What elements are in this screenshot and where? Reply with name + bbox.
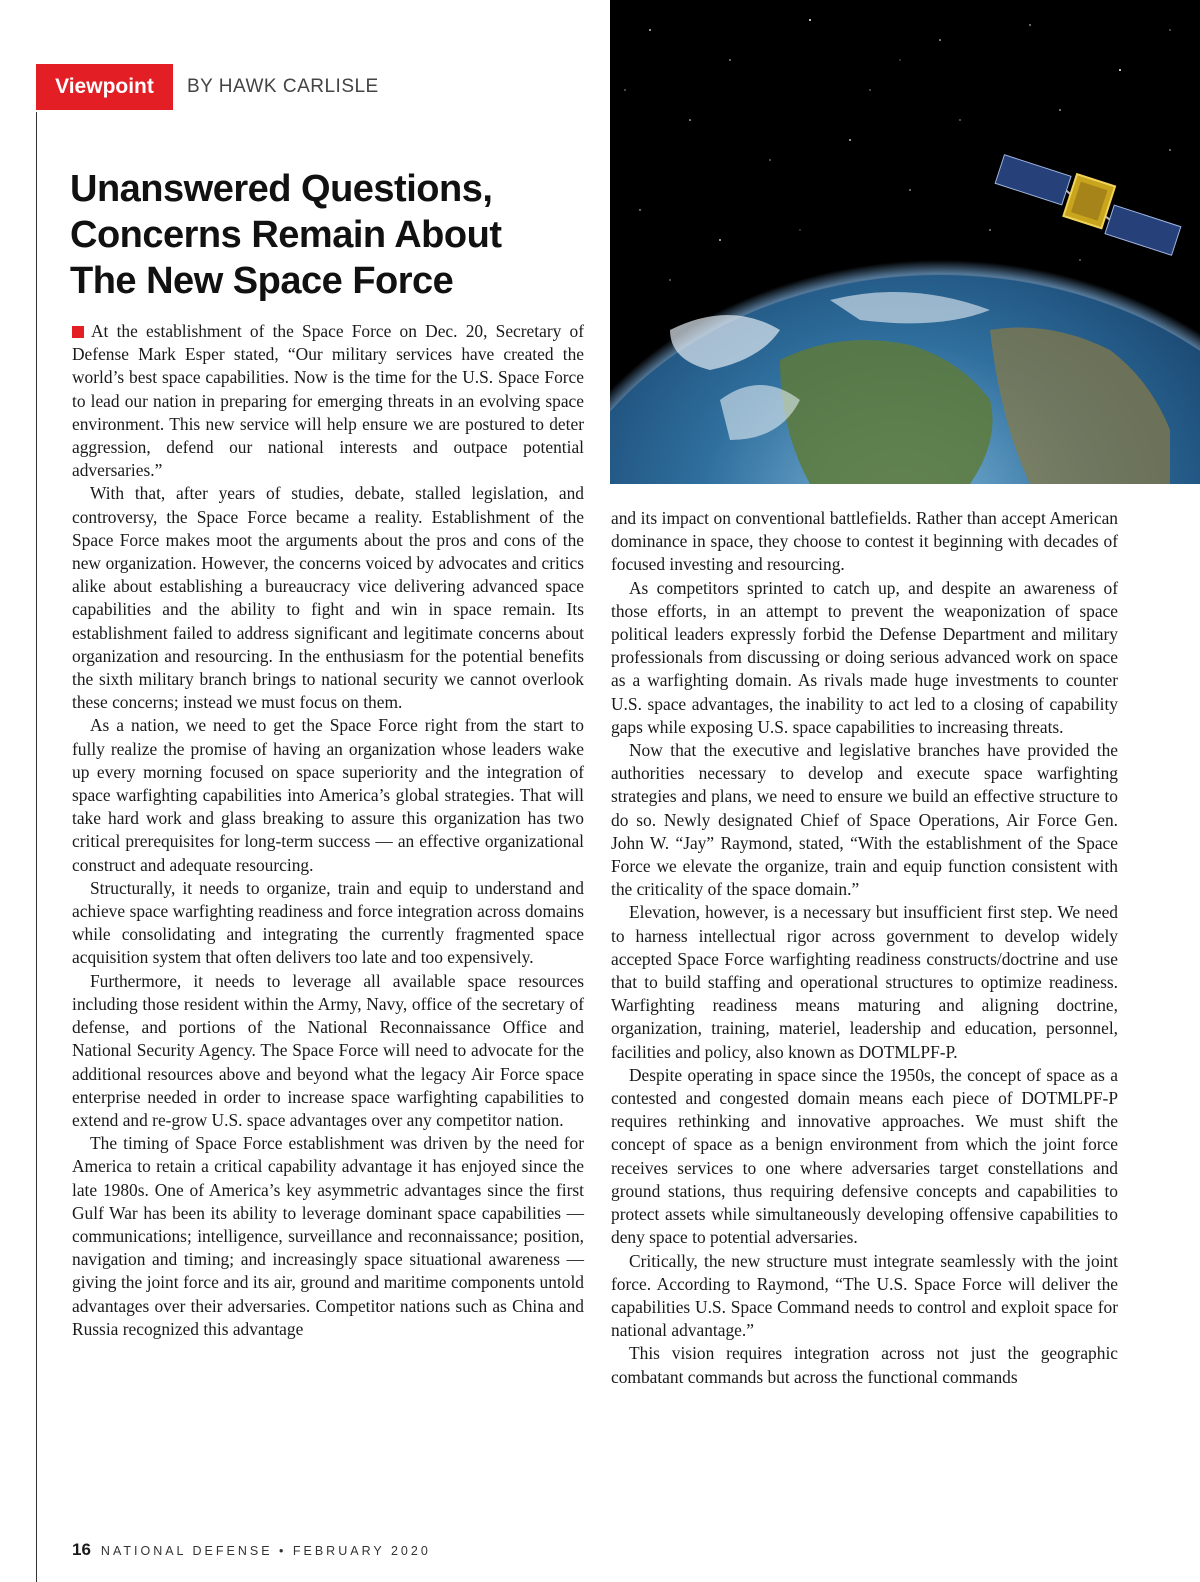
paragraph: With that, after years of studies, debate, stalled legislation, and controversy, the Space Force became a reality. Establishment of the Space Force makes moot the arguments about the pros and cons of the new organization. However, the concerns voiced by advocates and critics alike about establishing a bureaucracy vice delivering advanced space capabilities and the ability to fight and win in space remain. Its establishment failed to address significant and legitimate concerns about organization and resourcing. In the enthusiasm for the potential benefits the sixth military branch brings to national security we cannot overlook these concerns; instead we must focus on them. — [72, 483, 584, 713]
paragraph-text: At the establishment of the Space Force on Dec. 20, Secretary of Defense Mark Esper stated, “Our military services have created the world’s best space capabilities. Now is the time for the U.S. Space Force to lead our nation in preparing for emerging threats in an evolving space environment. This new service will help ensure we are postured to deter aggression, defend our national interests and outpace potential adversaries.” — [72, 321, 584, 481]
publication-line: NATIONAL DEFENSE • FEBRUARY 2020 — [100, 1544, 431, 1558]
section-tag: Viewpoint — [36, 64, 173, 110]
paragraph: Now that the executive and legislative branches have provided the authorities necessary to develop and execute space warfighting strategies and plans, we need to ensure we build an effective structure to do so. Newly designated Chief of Space Operations, Air Force Gen. John W. “Jay” Raymond, stated, “With the establishment of the Space Force we elevate the organize, train and equip function consistent with the criticality of the space domain.” — [611, 740, 1118, 900]
paragraph — [72, 320, 584, 482]
page-footer — [72, 1540, 431, 1560]
section-header — [36, 64, 379, 110]
paragraph: Structurally, it needs to organize, train and equip to understand and achieve space warfighting readiness and force integration across domains while consolidating and integrating the currently fragmented space acquisition system that often delivers too late and too expensively. — [72, 877, 584, 968]
paragraph: Despite operating in space since the 1950s, the concept of space as a contested and congested domain means each piece of DOTMLPF-P requires rethinking and innovative approaches. We must shift the concept of space as a benign environment from which the joint force receives services to one where adversaries target constellations and ground stations, thus requiring defensive concepts and capabilities to protect assets while simultaneously developing offensive capabilities to deny space to potential adversaries. — [611, 1064, 1118, 1248]
paragraph: This vision requires integration across not just the geographic combatant commands but across the functional commands — [611, 1343, 1118, 1387]
paragraph: The timing of Space Force establishment was driven by the need for America to retain a critical capability advantage it has enjoyed since the late 1980s. One of America’s key asymmetric advantages since the first Gulf War has been its ability to leverage dominant space capabilities — communications; intelligence, surveillance and reconnaissance; position, navigation and timing; and increasingly space situational awareness — giving the joint force and its air, ground and maritime components untold advantages over their adversaries. Competitor nations such as China and Russia recognized this advantage — [72, 1133, 584, 1339]
paragraph: Furthermore, it needs to leverage all available space resources including those resident within the Army, Navy, office of the secretary of defense, and portions of the National Reconnaissance Office and National Security Agency. The Space Force will need to advocate for the additional resources above and beyond what the legacy Air Force space enterprise needed in order to increase space warfighting capabilities to extend and re-grow U.S. space advantages over any competitor nation. — [72, 970, 584, 1130]
headline-line-1: Unanswered Questions, — [70, 168, 493, 210]
paragraph: As competitors sprinted to catch up, and despite an awareness of those efforts, in an attempt to prevent the weaponization of space political leaders expressly forbid the Defense Department and military professionals from discussing or doing serious advanced work on space as a warfighting domain. As rivals made huge investments to counter U.S. space advantages, the inability to act led to a closing of capability gaps while exposing U.S. space capabilities to increasing threats. — [611, 577, 1118, 737]
square-bullet-icon — [72, 326, 84, 338]
article-body-left-column — [72, 320, 584, 1341]
headline-line-2: Concerns Remain About — [70, 214, 502, 256]
article-body-right-column — [611, 507, 1118, 1389]
paragraph: Elevation, however, is a necessary but insufficient first step. We need to harness intellectual rigor across government to develop widely accepted Space Force warfighting readiness constructs/doctrine and use that to build staffing and operational structures to optimize readiness. Warfighting readiness means maturing and aligning doctrine, organization, training, materiel, leadership and education, personnel, facilities and policy, also known as DOTMLPF-P. — [611, 902, 1118, 1062]
page-number: 16 — [72, 1540, 91, 1559]
article-headline — [70, 166, 590, 304]
paragraph: and its impact on conventional battlefields. Rather than accept American dominance in space, they choose to contest it beginning with decades of focused investing and resourcing. — [611, 508, 1118, 575]
headline-line-3: The New Space Force — [70, 260, 454, 302]
paragraph: Critically, the new structure must integrate seamlessly with the joint force. According to Raymond, “The U.S. Space Force will deliver the capabilities U.S. Space Command needs to control and exploit space for national advantage.” — [611, 1250, 1118, 1341]
satellite-earth-photo — [610, 0, 1200, 484]
paragraph: As a nation, we need to get the Space Force right from the start to fully realize the promise of having an organization whose leaders wake up every morning focused on space superiority and the integration of space warfighting capabilities into America’s global strategies. That will take hard work and glass breaking to assure this organization has two critical prerequisites for long-term success — an effective organizational construct and adequate resourcing. — [72, 715, 584, 875]
left-margin-rule — [36, 112, 37, 1582]
byline: BY HAWK CARLISLE — [187, 76, 379, 97]
